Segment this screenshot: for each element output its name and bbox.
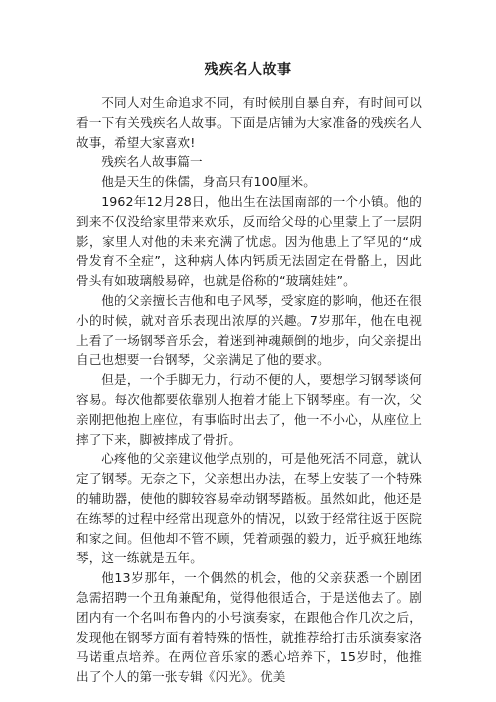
paragraph: 心疼他的父亲建议他学点别的，可是他死活不同意，就认定了钢琴。无奈之下，父亲想出办法，在琴上安装了一个特殊的辅助器，使他的脚较容易牵动钢琴踏板。虽然如此，他还是在练琴的过程中经常出现意外的情况，以致于经常往返于医院和家之间。但他却不管不顾，凭着顽强的毅力，近乎疯狂地练琴，这一练就是五年。 — [76, 451, 422, 566]
paragraph: 1962年12月28日，他出生在法国南部的一个小镇。他的到来不仅没给家里带来欢乐，反而给父母的心里蒙上了一层阴影，家里人对他的未来充满了忧虑。因为他患上了罕见的“成骨发育不全症”，这种病人体内钙质无法固定在骨骼上，因此骨头有如玻璃般易碎，也就是俗称的“玻璃娃娃”。 — [76, 193, 422, 289]
paragraph-intro: 不同人对生命追求不同，有时候刖自暴自弃，有时间可以看一下有关残疾名人故事。下面是店铺为大家准备的残疾名人故事，希望大家喜欢! — [76, 95, 422, 150]
document-title: 残疾名人故事 — [204, 62, 292, 78]
document-body — [76, 93, 422, 687]
paragraph: 他13岁那年，一个偶然的机会，他的父亲获悉一个剧团急需招聘一个丑角兼配角，觉得他很适合，于是送他去了。剧团内有一个名叫布鲁内的小号演奏家，在跟他合作几次之后，发现他在钢琴方面有着特殊的悟性，就推荐给打击乐演奏家洛马诺重点培养。在两位音乐家的悉心培养下，15岁时，他推出了个人的第一张专辑《闪光》。优美 — [76, 570, 422, 685]
paragraph: 他的父亲擅长吉他和电子风琴，受家庭的影响，他还在很小的时候，就对音乐表现出浓厚的兴趣。7岁那年，他在电视上看了一场钢琴音乐会，着迷到神魂颠倒的地步，向父亲提出自己也想要一台钢琴，父亲满足了他的要求。 — [76, 292, 422, 368]
paragraph: 但是，一个手脚无力，行动不便的人，要想学习钢琴谈何容易。每次他都要依靠别人抱着才能上下钢琴座。有一次，父亲刚把他抱上座位，有事临时出去了，他一不小心，从座位上摔了下来，脚被摔成了骨折。 — [76, 372, 422, 447]
section-heading: 残疾名人故事篇一 — [101, 154, 203, 170]
paragraph: 他是天生的侏儒，身高只有100厘米。 — [101, 174, 316, 190]
